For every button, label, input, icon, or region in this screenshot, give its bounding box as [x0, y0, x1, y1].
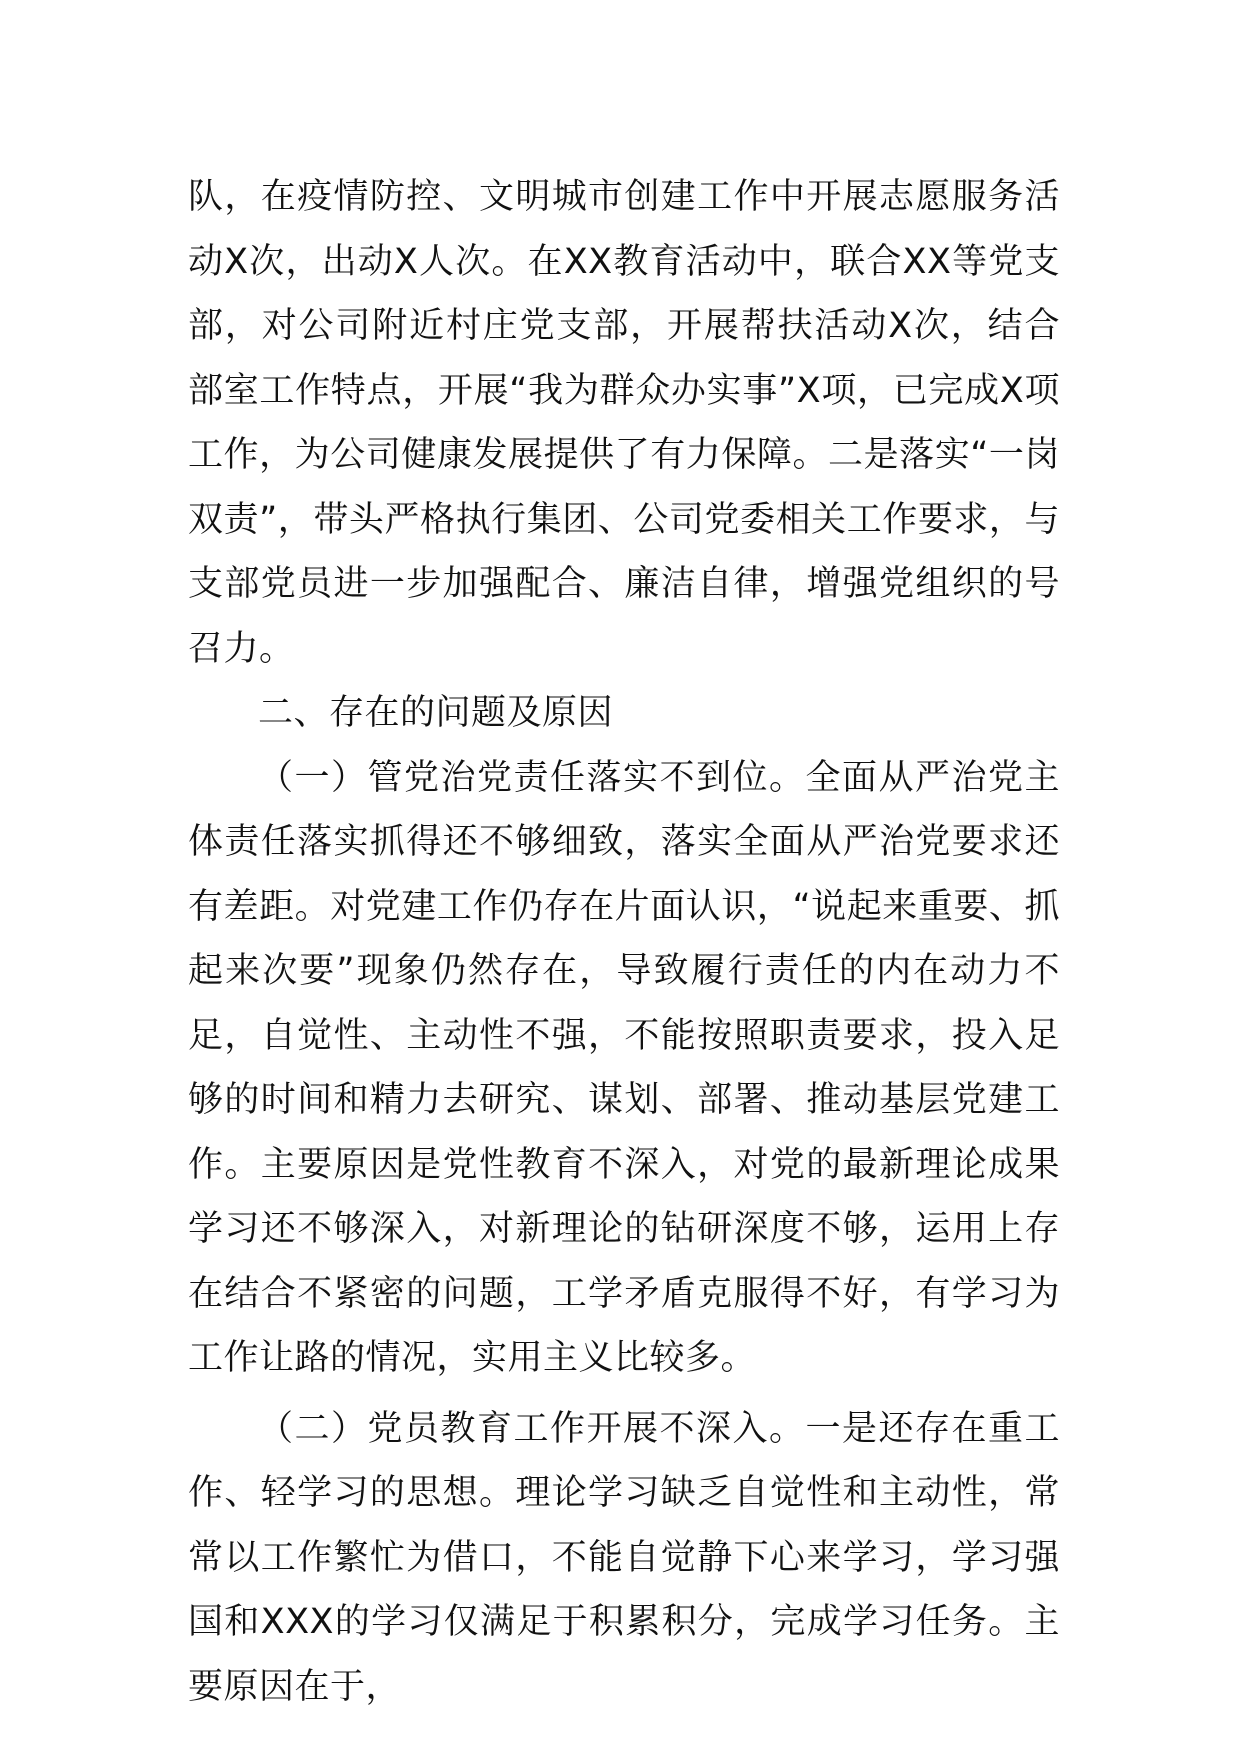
section-heading: 二、存在的问题及原因 — [258, 693, 614, 733]
paragraph-problem-one: （一）管党治党责任落实不到位。全面从严治党主体责任落实抓得还不够细致，落实全面从严治党要求还有差距。对党建工作仍存在片面认识，“说起来重要、抓起来次要”现象仍然存在，导致履行责任的内在动力不足，自觉性、主动性不强，不能按照职责要求，投入足够的时间和精力去研究、谋划、部署、推动基层党建工作。主要原因是党性教育不深入，对党的最新理论成果学习还不够深入，对新理论的钻研深度不够，运用上存在结合不紧密的问题，工学矛盾克服得不好，有学习为工作让路的情况，实用主义比较多。 — [188, 757, 1060, 1378]
paragraph-problem-two: （二）党员教育工作开展不深入。一是还存在重工作、轻学习的思想。理论学习缺乏自觉性和主动性，常常以工作繁忙为借口，不能自觉静下心来学习，学习强国和XXX的学习仅满足于积累积分，完成学习任务。主要原因在于， — [188, 1408, 1060, 1707]
document-body — [188, 165, 1060, 1719]
paragraph-continuation: 队，在疫情防控、文明城市创建工作中开展志愿服务活动X次，出动X人次。在XX教育活动中，联合XX等党支部，对公司附近村庄党支部，开展帮扶活动X次，结合部室工作特点，开展“我为群众办实事”X项，已完成X项工作，为公司健康发展提供了有力保障。二是落实“一岗双责”，带头严格执行集团、公司党委相关工作要求，与支部党员进一步加强配合、廉洁自律，增强党组织的号召力。 — [188, 177, 1060, 669]
